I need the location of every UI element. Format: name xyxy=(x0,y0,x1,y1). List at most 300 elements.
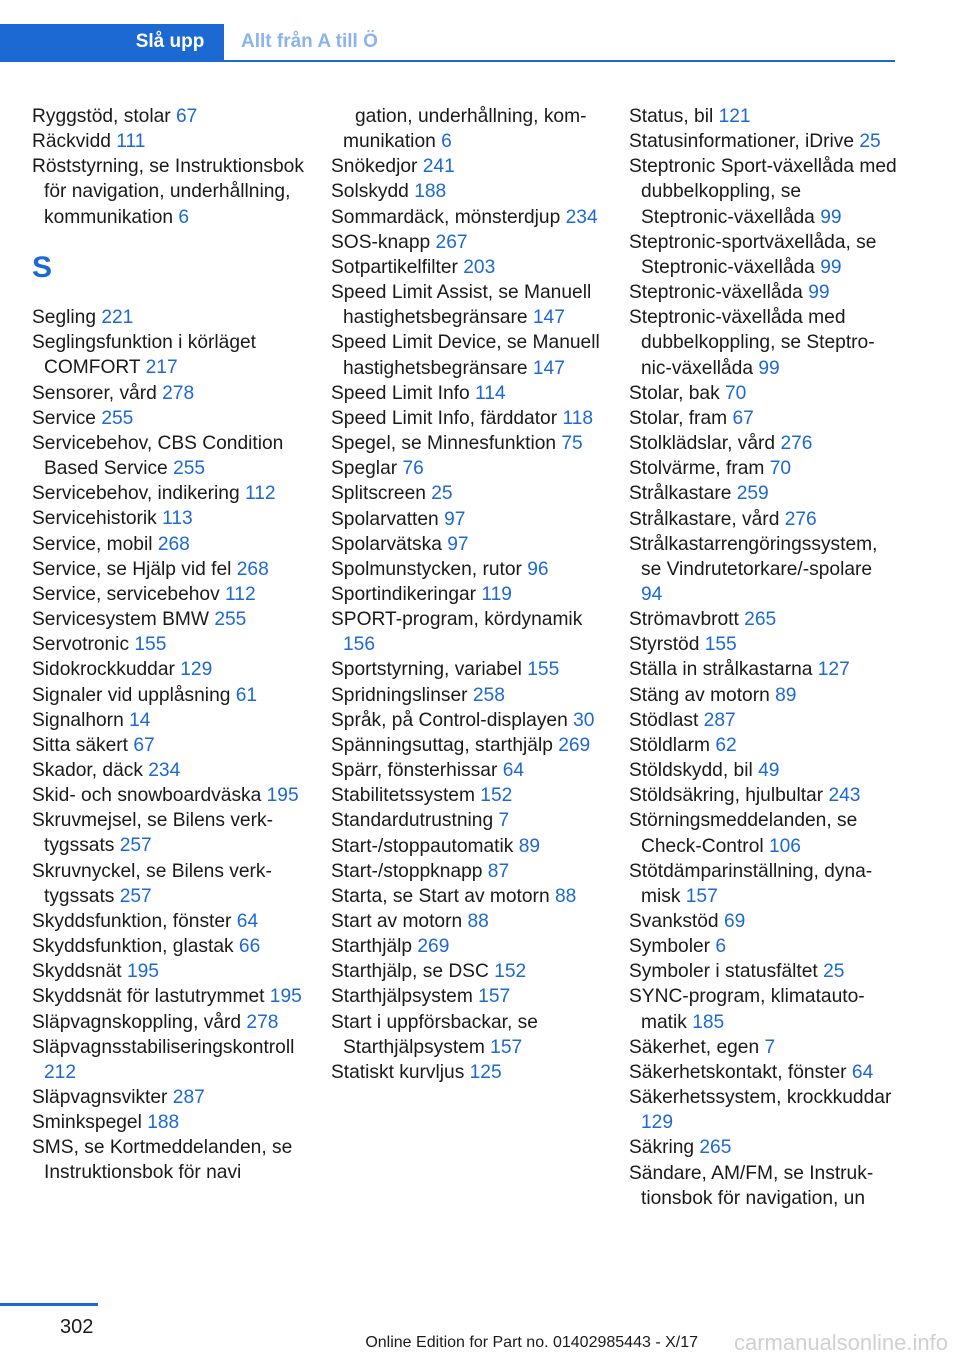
index-page-link[interactable]: 76 xyxy=(402,458,424,480)
index-entry-term: Spolmunstycken, rutor xyxy=(331,558,528,580)
index-page-link[interactable]: 113 xyxy=(162,508,193,530)
index-page-link[interactable]: 267 xyxy=(435,231,468,253)
index-entry-term: Strålkastarrengöringssystem, se Vindrutetorkare/-spolare xyxy=(629,533,878,580)
index-page-link[interactable]: 157 xyxy=(478,986,511,1008)
index-entry-term: Stolar, bak xyxy=(629,382,725,404)
index-entry xyxy=(331,909,603,934)
footer-rule xyxy=(0,1303,98,1306)
index-entry-term: Sportstyrning, variabel xyxy=(331,659,528,681)
index-page-link[interactable]: 269 xyxy=(558,734,591,756)
index-page-link[interactable]: 203 xyxy=(463,256,496,278)
index-entry-term: Start i uppförsbackar, se Starthjälpsystem xyxy=(331,1011,538,1058)
index-entry-term: Sportindikeringar xyxy=(331,583,482,605)
index-entry xyxy=(32,330,304,380)
index-entry-term: Säkerhetskontakt, fönster xyxy=(629,1061,852,1083)
index-column-1 xyxy=(32,104,304,1186)
index-entry-term: Segling xyxy=(32,307,102,329)
index-page-link[interactable]: 268 xyxy=(236,558,269,580)
index-entry xyxy=(331,230,603,255)
index-entry-term: Steptronic-växellåda xyxy=(629,282,809,304)
index-page-link[interactable]: 234 xyxy=(148,759,181,781)
index-entry xyxy=(32,431,304,481)
index-page-link[interactable]: 241 xyxy=(422,156,455,178)
index-entry-term: Säkring xyxy=(629,1137,700,1159)
index-entry-term: SYNC-program, klimatautomatik xyxy=(629,986,865,1033)
index-page-link[interactable]: 212 xyxy=(44,1061,77,1083)
index-entry-term: Svankstöd xyxy=(629,911,724,932)
index-entry-term: Signalhorn xyxy=(32,709,130,731)
index-entry-term: Status, bil xyxy=(629,106,719,127)
index-entry-term: Stabilitetssystem xyxy=(331,785,481,807)
index-entry-term: Speed Limit Info xyxy=(331,382,475,404)
index-entry xyxy=(32,104,304,129)
index-entry xyxy=(331,783,603,808)
index-page-link[interactable]: 129 xyxy=(641,1112,674,1134)
index-entry xyxy=(331,708,603,733)
index-entry xyxy=(32,1110,304,1135)
index-entry xyxy=(331,834,603,859)
index-entry xyxy=(331,507,603,532)
index-entry xyxy=(32,532,304,557)
index-entry xyxy=(629,305,897,380)
index-entry-term: Skyddsfunktion, fönster xyxy=(32,910,237,932)
index-entry xyxy=(629,758,897,783)
index-column-2 xyxy=(331,104,603,1085)
index-page-link[interactable]: 147 xyxy=(532,307,565,329)
index-entry-term: Starthjälp, se DSC xyxy=(331,961,495,983)
index-entry xyxy=(629,406,897,431)
index-entry xyxy=(32,683,304,708)
index-entry-term: Släpvagnsstabiliseringskontroll xyxy=(32,1036,295,1058)
index-entry-term: Skruvnyckel, se Bilens verktygssats xyxy=(32,860,272,907)
index-entry-term: Sidokrockkuddar xyxy=(32,659,181,681)
index-entry-term: Stolklädslar, vård xyxy=(629,433,781,455)
index-entry-term: Start-/stoppautomatik xyxy=(331,835,519,857)
index-page-link[interactable]: 67 xyxy=(133,734,155,756)
index-entry-term: Speed Limit Info, färddator xyxy=(331,407,563,429)
index-entry-term: Steptronic Sport-växellåda med dubbelkoppling, se Steptronic-växellåda xyxy=(629,156,897,228)
index-entry xyxy=(331,1010,603,1060)
index-page-link[interactable]: 106 xyxy=(768,835,801,857)
index-entry xyxy=(629,607,897,632)
index-entry-term: Sitta säkert xyxy=(32,734,134,756)
index-entry-term: Servicesystem BMW xyxy=(32,609,215,631)
index-entry-term: Servicebehov, CBS Condition Based Service xyxy=(32,432,284,480)
index-page-link[interactable]: 221 xyxy=(101,307,134,329)
index-entry xyxy=(331,657,603,682)
index-entry xyxy=(32,607,304,632)
index-entry xyxy=(32,934,304,959)
index-page-link[interactable]: 62 xyxy=(715,734,737,756)
index-page-link[interactable]: 99 xyxy=(808,282,830,304)
index-entry-term: Servotronic xyxy=(32,634,135,656)
index-page-link[interactable]: 155 xyxy=(527,659,560,681)
index-entry-term: Spolarvätska xyxy=(331,533,448,555)
index-page-link[interactable]: 89 xyxy=(518,835,541,857)
index-entry-term: Skyddsfunktion, glastak xyxy=(32,936,239,958)
index-entry xyxy=(331,179,603,204)
index-entry-term: Spärr, fönsterhissar xyxy=(331,760,503,782)
index-page-link[interactable]: 152 xyxy=(494,961,527,983)
tab-allt-fran-a-till-o[interactable] xyxy=(241,24,378,62)
index-page-link[interactable]: 97 xyxy=(444,508,466,530)
index-entry-term: Spridningslinser xyxy=(331,684,473,706)
index-entry-term: Steptronic-växellåda med dubbelkoppling, se Steptronic-växellåda xyxy=(629,307,875,379)
index-page-link[interactable]: 118 xyxy=(562,407,594,429)
index-entry xyxy=(629,808,897,858)
index-entry xyxy=(629,1161,897,1211)
index-entry xyxy=(331,255,603,280)
index-page-link[interactable]: 259 xyxy=(736,483,769,505)
index-entry-term: gation, underhållning, kommunikation xyxy=(343,106,587,153)
index-page-link[interactable]: 287 xyxy=(703,709,736,731)
index-entry-term: Service, mobil xyxy=(32,533,158,555)
index-entry-term: Stöldskydd, bil xyxy=(629,760,759,782)
index-entry xyxy=(331,154,603,179)
index-entry-term: Service xyxy=(32,407,102,429)
index-page-link[interactable]: 195 xyxy=(126,961,159,983)
index-entry-term: Skid- och snowboardväska xyxy=(32,785,267,807)
index-entry-term: Spolarvatten xyxy=(331,508,445,530)
index-entry xyxy=(629,532,897,607)
index-entry-term: Styrstöd xyxy=(629,634,705,656)
index-entry-term: SOS-knapp xyxy=(331,231,436,253)
page-number: 302 xyxy=(60,1316,94,1338)
index-page-link[interactable]: 66 xyxy=(238,936,261,958)
index-entry xyxy=(629,507,897,532)
tab-sla-upp[interactable] xyxy=(0,24,224,62)
index-entry xyxy=(629,1135,897,1160)
index-page-link[interactable]: 155 xyxy=(134,634,167,656)
index-page-link[interactable]: 255 xyxy=(173,458,206,480)
index-entry-term: Skyddsnät för lastutrymmet xyxy=(32,986,270,1008)
index-entry xyxy=(331,406,603,431)
index-page-link[interactable]: 7 xyxy=(498,810,510,832)
index-entry xyxy=(331,481,603,506)
index-page-link[interactable]: 112 xyxy=(225,583,256,605)
index-entry xyxy=(331,205,603,230)
index-entry xyxy=(32,708,304,733)
index-page-link[interactable]: 111 xyxy=(116,131,146,153)
index-entry-term: Stöldlarm xyxy=(629,734,716,756)
index-entry xyxy=(331,758,603,783)
index-entry xyxy=(331,431,603,456)
index-page-link[interactable]: 155 xyxy=(704,634,737,656)
index-page-link[interactable]: 125 xyxy=(469,1061,502,1083)
index-page-link[interactable]: 157 xyxy=(490,1036,523,1058)
index-page-link[interactable]: 49 xyxy=(758,760,780,782)
index-entry-term: Sommardäck, mönsterdjup xyxy=(331,206,566,228)
index-page-link[interactable]: 195 xyxy=(266,785,299,807)
index-entry-term: Strålkastare, vård xyxy=(629,508,785,530)
index-entry xyxy=(629,783,897,808)
index-entry-term: Symboler xyxy=(629,936,716,958)
index-entry xyxy=(32,909,304,934)
index-page-link[interactable]: 112 xyxy=(244,483,276,505)
index-page-link[interactable]: 64 xyxy=(851,1061,874,1083)
index-page-link[interactable]: 188 xyxy=(414,181,447,203)
index-entry xyxy=(629,381,897,406)
index-entry-term: Seglingsfunktion i körläget COMFORT xyxy=(32,332,256,379)
index-page-link[interactable]: 88 xyxy=(467,911,489,932)
edition-note: Online Edition for Part no. 01402985443 - X/17 xyxy=(365,1334,698,1351)
index-entry-term: Skruvmejsel, se Bilens verktygssats xyxy=(32,810,273,857)
index-entry-term: Servicehistorik xyxy=(32,508,163,530)
index-entry xyxy=(32,381,304,406)
index-entry xyxy=(629,934,897,959)
index-entry-term: Sensorer, vård xyxy=(32,382,163,404)
index-entry xyxy=(629,154,897,229)
watermark: carmanualsonline.info xyxy=(733,1330,948,1355)
index-page-link[interactable]: 99 xyxy=(820,206,842,228)
index-page-link[interactable]: 257 xyxy=(119,835,152,857)
index-entry xyxy=(331,1060,603,1085)
index-entry xyxy=(32,406,304,431)
index-page-link[interactable]: 7 xyxy=(764,1036,776,1058)
index-entry-term: Stödlast xyxy=(629,709,704,731)
tab-sla-upp-label: Slå upp xyxy=(135,31,205,52)
index-entry-term: Symboler i statusfältet xyxy=(629,961,824,983)
index-page-link[interactable]: 287 xyxy=(172,1087,205,1109)
index-page-link[interactable]: 64 xyxy=(502,760,525,782)
index-page-link[interactable]: 94 xyxy=(641,583,663,605)
index-page-link[interactable]: 129 xyxy=(180,659,213,681)
index-page-link[interactable]: 147 xyxy=(532,357,565,379)
index-entry xyxy=(629,859,897,909)
index-entry xyxy=(629,683,897,708)
index-page-link[interactable]: 157 xyxy=(685,885,718,907)
index-page-link[interactable]: 88 xyxy=(554,885,577,907)
index-page-link[interactable]: 195 xyxy=(269,986,302,1008)
index-page-link[interactable]: 25 xyxy=(431,483,453,505)
index-entry xyxy=(331,456,603,481)
index-page-link[interactable]: 268 xyxy=(157,533,190,555)
index-entry-term: Statiskt kurvljus xyxy=(331,1061,470,1083)
index-entry xyxy=(32,129,304,154)
index-page-link[interactable]: 185 xyxy=(692,1011,725,1033)
index-entry xyxy=(331,607,603,657)
tab-allt-fran-a-till-o-label: Allt från A till Ö xyxy=(241,31,378,52)
index-page-link[interactable]: 69 xyxy=(723,911,746,932)
index-entry-term: Sminkspegel xyxy=(32,1112,148,1134)
index-entry xyxy=(629,708,897,733)
index-entry xyxy=(629,1085,897,1135)
index-entry-term: Standardutrustning xyxy=(331,810,499,832)
index-page-link[interactable]: 64 xyxy=(236,910,259,932)
index-entry xyxy=(629,230,897,280)
index-entry-term: Stöldsäkring, hjulbultar xyxy=(629,785,829,807)
index-entry-term: Speed Limit Assist, se Manuell hastighetsbegränsare xyxy=(331,282,592,329)
index-entry xyxy=(629,984,897,1034)
index-entry xyxy=(331,683,603,708)
index-entry xyxy=(629,632,897,657)
index-entry-term: Starta, se Start av motorn xyxy=(331,885,555,907)
index-entry-term: Röststyrning, se Instruktionsbok för navigation, underhållning, kommunikation xyxy=(32,156,304,228)
index-page-link[interactable]: 265 xyxy=(699,1137,732,1159)
index-page-link[interactable]: 255 xyxy=(101,407,134,429)
index-entry-term: Stolar, fram xyxy=(629,407,733,429)
index-entry-term: Spänningsuttag, starthjälp xyxy=(331,734,559,756)
index-entry xyxy=(32,808,304,858)
index-page-link[interactable]: 276 xyxy=(784,508,817,530)
index-page-link[interactable]: 119 xyxy=(481,583,512,605)
index-entry-term: Servicebehov, indikering xyxy=(32,483,245,505)
index-entry xyxy=(32,1085,304,1110)
index-page-link[interactable]: 188 xyxy=(147,1112,180,1134)
index-entry-term: Service, se Hjälp vid fel xyxy=(32,558,237,580)
index-entry-term: Splitscreen xyxy=(331,483,432,505)
index-page-link[interactable]: 61 xyxy=(235,684,258,706)
index-entry-term: Spegel, se Minnesfunktion xyxy=(331,433,562,455)
index-page-link[interactable]: 67 xyxy=(175,106,198,127)
index-page-link[interactable]: 276 xyxy=(780,433,813,455)
index-entry xyxy=(331,884,603,909)
index-entry-term: Stäng av motorn xyxy=(629,684,776,706)
index-page-link[interactable]: 257 xyxy=(119,885,152,907)
index-entry xyxy=(331,934,603,959)
index-page-link[interactable]: 265 xyxy=(744,609,777,631)
index-entry xyxy=(629,280,897,305)
tab-bar-rule xyxy=(0,60,895,62)
index-entry-term: Stötdämparinställning, dynamisk xyxy=(629,860,873,907)
index-page-link[interactable]: 127 xyxy=(817,659,850,681)
index-page-link[interactable]: 156 xyxy=(343,634,376,656)
index-entry xyxy=(629,431,897,456)
index-entry xyxy=(629,129,897,154)
index-entry-term: Steptronic-sportväxellåda, se Steptronic-växellåda xyxy=(629,231,877,278)
index-entry xyxy=(331,808,603,833)
index-entry-term: Skyddsnät xyxy=(32,961,127,983)
index-page-link[interactable]: 99 xyxy=(758,357,780,379)
index-section-letter: S xyxy=(32,250,53,284)
index-entry-term: SPORT-program, kördynamik xyxy=(331,609,583,631)
index-entry-term: Strålkastare xyxy=(629,483,737,505)
index-page-link[interactable]: 89 xyxy=(775,684,797,706)
index-page-link[interactable]: 121 xyxy=(718,106,751,127)
index-entry xyxy=(331,330,603,380)
index-entry-term: SMS, se Kortmeddelanden, se Instruktionsbok för navi xyxy=(32,1137,293,1184)
index-entry xyxy=(32,506,304,531)
index-page-link[interactable]: 25 xyxy=(859,131,881,153)
index-entry xyxy=(629,481,897,506)
index-entry-term: Släpvagnskoppling, vård xyxy=(32,1011,247,1033)
index-entry xyxy=(629,909,897,934)
index-page-link[interactable]: 96 xyxy=(527,558,549,580)
index-entry xyxy=(629,959,897,984)
index-entry-term: Start av motorn xyxy=(331,911,468,932)
index-page-link[interactable]: 278 xyxy=(162,382,195,404)
index-entry xyxy=(629,1060,897,1085)
index-entry xyxy=(331,532,603,557)
index-page-link[interactable]: 67 xyxy=(732,407,754,429)
index-entry xyxy=(629,1035,897,1060)
index-entry xyxy=(331,959,603,984)
index-entry xyxy=(32,959,304,984)
index-page-link[interactable]: 234 xyxy=(565,206,598,228)
index-entry xyxy=(32,758,304,783)
index-entry xyxy=(331,859,603,884)
index-entry-term: Snökedjor xyxy=(331,156,423,178)
index-page-link[interactable]: 258 xyxy=(472,684,505,706)
index-entry-term: Speglar xyxy=(331,458,403,480)
index-entry xyxy=(32,783,304,808)
index-entry xyxy=(331,733,603,758)
index-page-link[interactable]: 25 xyxy=(823,961,845,983)
index-entry-term: Ställa in strålkastarna xyxy=(629,659,818,681)
index-entry xyxy=(331,280,603,330)
index-page-link[interactable]: 75 xyxy=(561,433,583,455)
index-entry-term: Räckvidd xyxy=(32,131,117,153)
index-entry xyxy=(32,984,304,1009)
index-entry xyxy=(629,657,897,682)
index-entry-term: Säkerhetssystem, krockkuddar xyxy=(629,1087,892,1109)
index-entry xyxy=(32,154,304,229)
index-entry-term: Störningsmeddelanden, se Check-Control xyxy=(629,810,858,857)
index-entry xyxy=(32,1135,304,1185)
index-page-link[interactable]: 70 xyxy=(769,458,792,480)
index-entry-term: Språk, på Control-displayen xyxy=(331,709,574,731)
index-entry xyxy=(32,481,304,506)
index-entry xyxy=(32,305,304,330)
index-entry-term: Service, servicebehov xyxy=(32,583,226,605)
index-entry xyxy=(629,733,897,758)
index-entry-term: Sotpartikelfilter xyxy=(331,256,464,278)
index-column-3 xyxy=(629,104,897,1211)
index-page-link[interactable]: 14 xyxy=(129,709,151,731)
index-entry xyxy=(32,733,304,758)
index-entry xyxy=(629,456,897,481)
index-page-link[interactable]: 152 xyxy=(480,785,513,807)
index-entry xyxy=(331,557,603,582)
index-page-link[interactable]: 6 xyxy=(715,936,727,958)
index-page-link[interactable]: 114 xyxy=(475,382,506,404)
index-entry xyxy=(32,1010,304,1035)
index-entry-term: Solskydd xyxy=(331,181,415,203)
index-entry-term: Säkerhet, egen xyxy=(629,1036,765,1058)
index-entry-term: Statusinformationer, iDrive xyxy=(629,131,860,153)
index-page-link[interactable]: 217 xyxy=(145,357,178,379)
index-entry xyxy=(331,984,603,1009)
index-entry xyxy=(32,632,304,657)
index-entry-term: Starthjälp xyxy=(331,936,418,958)
index-entry-term: Sändare, AM/FM, se Instruktionsbok för navigation, un xyxy=(629,1162,874,1209)
index-page-link[interactable]: 30 xyxy=(573,709,595,731)
index-page-link[interactable]: 6 xyxy=(441,131,452,153)
index-entry xyxy=(32,557,304,582)
index-entry xyxy=(32,1035,304,1085)
index-entry-term: Skador, däck xyxy=(32,759,149,781)
index-entry xyxy=(629,104,897,129)
index-page-link[interactable]: 97 xyxy=(447,533,469,555)
index-page-link[interactable]: 255 xyxy=(214,609,247,631)
index-page-link[interactable]: 70 xyxy=(725,382,747,404)
index-entry-term: Ryggstöd, stolar xyxy=(32,106,176,127)
index-entry xyxy=(331,381,603,406)
index-page-link[interactable]: 6 xyxy=(178,206,190,228)
index-page-link[interactable]: 278 xyxy=(246,1011,279,1033)
index-entry xyxy=(331,582,603,607)
index-entry xyxy=(32,657,304,682)
index-page-link[interactable]: 99 xyxy=(820,256,842,278)
index-entry-term: Speed Limit Device, se Manuell hastighetsbegränsare xyxy=(331,332,600,379)
index-page-link[interactable]: 87 xyxy=(487,860,510,882)
index-page-link[interactable]: 269 xyxy=(417,936,450,958)
index-entry-term: Strömavbrott xyxy=(629,609,745,631)
index-entry-term: Släpvagnsvikter xyxy=(32,1087,173,1109)
index-entry-term: Stolvärme, fram xyxy=(629,458,770,480)
index-entry xyxy=(331,104,603,154)
index-page-link[interactable]: 243 xyxy=(828,785,861,807)
